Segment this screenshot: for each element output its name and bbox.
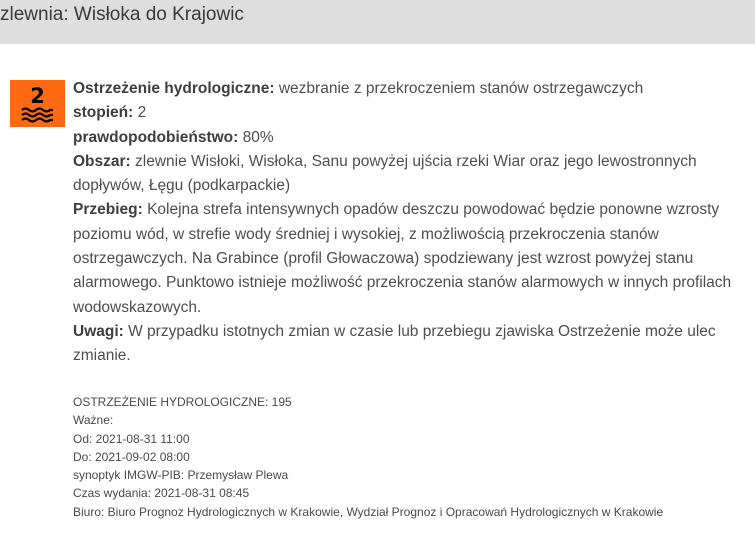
header-bar <box>0 0 755 44</box>
warning-type-label: Ostrzeżenie hydrologiczne: <box>73 80 275 97</box>
warning-type-value: wezbranie z przekroczeniem stanów ostrzegawczych <box>278 80 644 97</box>
valid-to: Do: 2021-09-02 08:00 <box>73 449 190 464</box>
waves-icon <box>21 107 54 123</box>
warning-details <box>73 77 749 369</box>
warning-remarks-label: Uwagi: <box>73 322 124 340</box>
warning-probability-value: 80% <box>242 128 274 146</box>
warning-degree-value: 2 <box>137 104 147 122</box>
warning-course-row <box>73 198 749 319</box>
valid-from: Od: 2021-08-31 11:00 <box>73 431 190 446</box>
valid-label: Ważne: <box>73 413 114 428</box>
warning-remarks-row <box>73 320 749 369</box>
synoptic: synoptyk IMGW-PIB: Przemysław Plewa <box>73 468 289 483</box>
warning-course-label: Przebieg: <box>73 201 143 219</box>
issuing-office: Biuro: Biuro Prognoz Hydrologicznych w Krakowie, Wydział Prognoz i Opracowań Hydrologicznych w Krakowie <box>73 504 664 519</box>
warning-area-value: zlewnie Wisłoki, Wisłoka, Sanu powyżej ujścia rzeki Wiar oraz jego lewostronnych dopływów, Łęgu (podkarpackie) <box>73 152 697 195</box>
warning-probability-label: prawdopodobieństwo: <box>73 128 239 146</box>
warning-number: OSTRZEŻENIE HYDROLOGICZNE: 195 <box>73 395 292 409</box>
page-title: zlewnia: Wisłoka do Krajowic <box>0 4 244 25</box>
warning-metadata <box>73 393 663 521</box>
warning-area-row <box>73 150 749 199</box>
warning-degree-row <box>73 101 749 125</box>
warning-degree-label: stopień: <box>73 104 134 122</box>
warning-type-row <box>73 77 749 101</box>
issue-time: Czas wydania: 2021-08-31 08:45 <box>73 486 250 501</box>
warning-area-label: Obszar: <box>73 152 131 170</box>
warning-remarks-value: W przypadku istotnych zmian w czasie lub przebiegu zjawiska Ostrzeżenie może ulec zmianie. <box>73 322 716 365</box>
flood-warning-icon <box>10 80 65 127</box>
warning-course-value: Kolejna strefa intensywnych opadów deszczu powodować będzie ponowne wzrosty poziomu wód, w strefie wody średniej i wysokiej, z możliwością przekroczenia stanów ostrzegawczych. Na Grabince (profil Głowaczowa) spodziewany jest wzrost powyżej stanu alarmowego. Punktowo istnieje możliwość przekroczenia stanów alarmowych w innych profilach wodowskazowych. <box>73 201 732 316</box>
warning-level-badge: 2 <box>30 84 45 108</box>
warning-probability-row <box>73 126 749 150</box>
